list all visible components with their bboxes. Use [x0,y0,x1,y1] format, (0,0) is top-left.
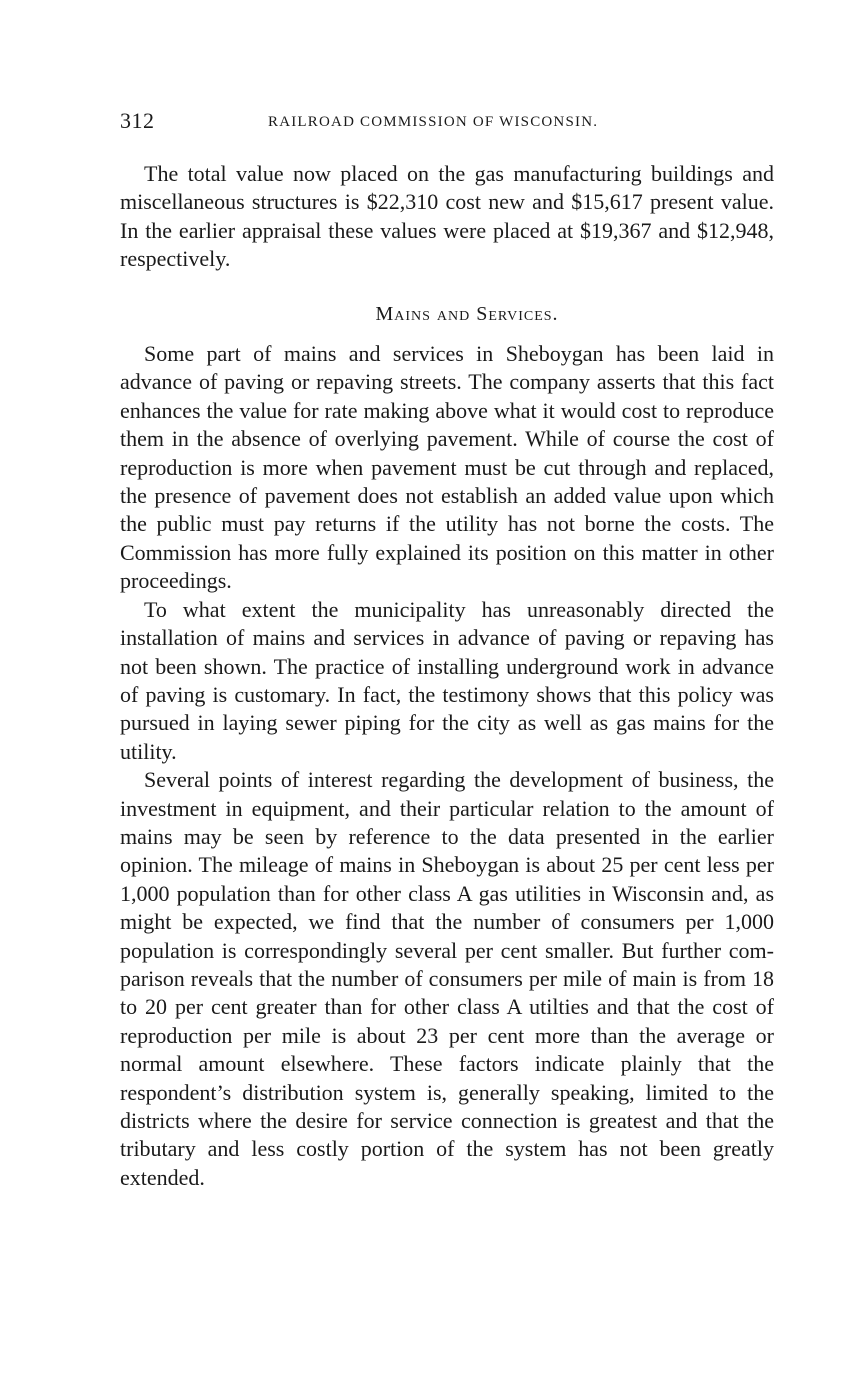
section-heading-mains-and-services: Mains and Services. [375,302,559,325]
running-title: RAILROAD COMMISSION OF WISCONSIN. [268,114,599,130]
paragraph-municipality-paving: To what extent the municipality has unreasonably directed the installation of mains and services in advance of paving or repaving has not been shown. The practice of installing underground work in advance of paving is customary. In fact, the testimony shows that this policy was pursued in laying sewer piping for the city as well as gas mains for the utility. [120,596,774,764]
paragraph-business-development: Several points of interest regarding the development of business, the investment in equipment, and their particular relation to the amount of mains may be seen by reference to the data presented in the earlier opinion. The mileage of mains in Sheboygan is about 25 per cent less per 1,000 population than for other class A gas utilities in Wisconsin and, as might be expected, we find that the number of consumers per 1,000 population is correspondingly several per cent smaller. But further comparison reveals that the number of consumers per mile of main is from 18 to 20 per cent greater than for other class A utilties and that the cost of reproduction per mile is about 23 per cent more than the average or normal amount elsewhere. These factors indicate plainly that the respondent’s distribution system is, generally speaking, limited to the districts where the desire for service connection is greatest and that the tributary and less costly portion of the system has not been greatly extended. [120,767,774,1190]
page-number: 312 [120,108,155,133]
body-text [120,160,774,1192]
running-header [120,108,775,138]
paragraph-structures-value: The total value now placed on the gas manufacturing buildings and miscellaneous structures is $22,310 cost new and $15,617 present value. In the earlier appraisal these values were placed at $19,367 and $12,948, respectively. [120,161,774,272]
paragraph-mains-paving: Some part of mains and services in Sheboygan has been laid in advance of paving or repaving streets. The company asserts that this fact enhances the value for rate making above what it would cost to reproduce them in the absence of overlying pavement. While of course the cost of reproduction is more when pavement must be cut through and replaced, the presence of pavement does not establish an added value upon which the public must pay returns if the utility has not borne the costs. The Commission has more fully explained its position on this matter in other proceedings. [120,341,774,594]
